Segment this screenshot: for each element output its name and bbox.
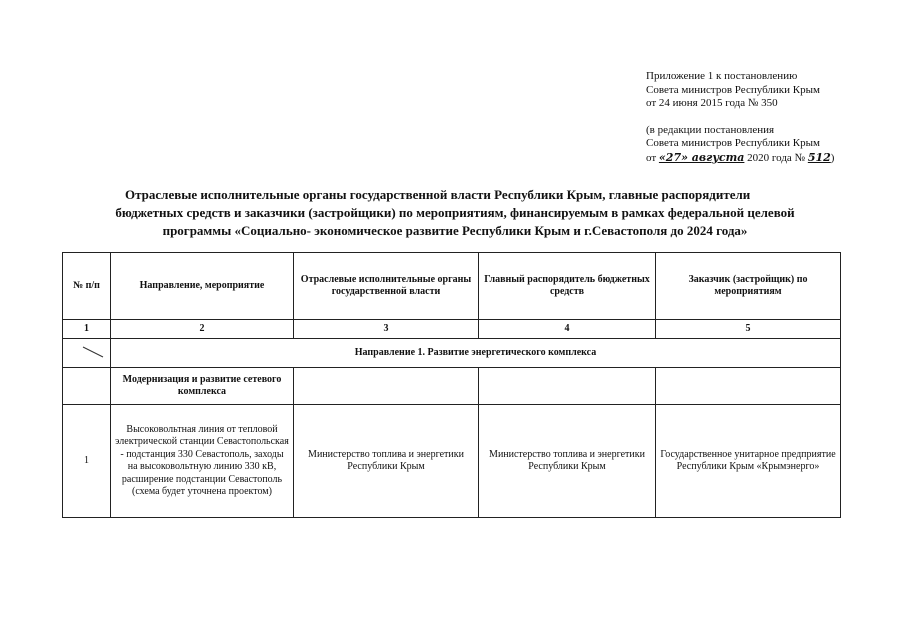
row-customer: Государственное унитарное предприятие Республики Крым «Крымэнерго» — [656, 405, 841, 518]
subsection-row — [63, 368, 841, 405]
title-line-1: Отраслевые исполнительные органы государственной власти Республики Крым, главные распорядители — [125, 187, 751, 202]
table-row — [63, 405, 841, 518]
subsection-title: Модернизация и развитие сетевого комплекса — [111, 368, 294, 405]
title-line-3: программы «Социально- экономическое развитие Республики Крым и г.Севастополя до 2024 года» — [162, 223, 748, 238]
direction-row — [63, 339, 841, 368]
appendix-line-2: Совета министров Республики Крым — [646, 83, 820, 96]
appendix-line-3: от 24 июня 2015 года № 350 — [646, 97, 778, 109]
edition-line-2: Совета министров Республики Крым — [646, 137, 820, 149]
row-number: 1 — [63, 405, 111, 518]
edition-prefix: от — [646, 151, 657, 164]
column-number: 5 — [656, 320, 841, 339]
empty-cell — [294, 368, 479, 405]
appendix-line-1: Приложение 1 к постановлению — [646, 70, 798, 82]
column-number: 2 — [111, 320, 294, 339]
handwritten-number: 512 — [807, 150, 831, 164]
measures-table — [62, 252, 841, 518]
column-number: 4 — [479, 320, 656, 339]
title-line-2: бюджетных средств и заказчики (застройщики) по мероприятиям, финансируемым в рамках федеральной целевой — [115, 205, 795, 220]
column-number: 3 — [294, 320, 479, 339]
header-distributor: Главный распорядитель бюджетных средств — [479, 253, 656, 320]
empty-cell — [63, 368, 111, 405]
row-distributor: Министерство топлива и энергетики Республики Крым — [479, 405, 656, 518]
header-number: № п/п — [63, 253, 111, 320]
edition-line-1: (в редакции постановления — [646, 123, 775, 136]
header-direction: Направление, мероприятие — [111, 253, 294, 320]
empty-cell — [479, 368, 656, 405]
header-authorities: Отраслевые исполнительные органы государственной власти — [294, 253, 479, 320]
appendix-caption — [646, 70, 896, 165]
direction-title: Направление 1. Развитие энергетического комплекса — [111, 339, 841, 368]
empty-cell — [656, 368, 841, 405]
empty-cell — [63, 339, 111, 368]
handwritten-date: «27» августа — [658, 150, 745, 164]
table-header-row — [63, 253, 841, 320]
column-number: 1 — [63, 320, 111, 339]
row-authority: Министерство топлива и энергетики Республики Крым — [294, 405, 479, 518]
edition-year: 2020 года № — [747, 151, 806, 164]
scan-mark — [81, 345, 105, 359]
column-number-row — [63, 320, 841, 339]
header-customer: Заказчик (застройщик) по мероприятиям — [656, 253, 841, 320]
row-measure: Высоковольтная линия от тепловой электрической станции Севастопольская - подстанция 330 Севастополь, заходы на высоковольтную линию 330 кВ, расширение подстанции Севастополь (схема будет уточнена проектом) — [111, 405, 294, 518]
document-title — [40, 186, 870, 240]
edition-line-3: от «27» августа 2020 года № 512) — [646, 150, 835, 164]
